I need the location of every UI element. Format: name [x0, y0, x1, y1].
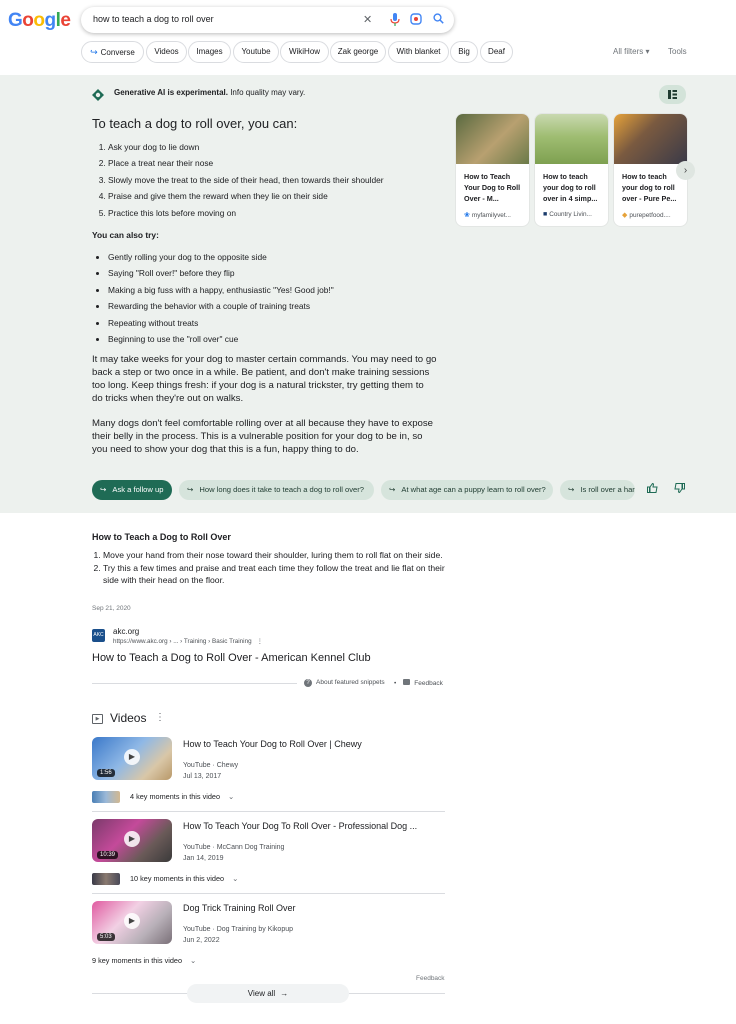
- card-image: [614, 114, 687, 164]
- logo-letter: G: [8, 10, 23, 31]
- ai-disclaimer: [114, 88, 305, 97]
- ai-paragraph: It may take weeks for your dog to master certain commands. You may need to go back a step or two once in a while. Be patient, and don't make training sessions too long. Keep things fresh: if your dog is a natural trickster, try getting them to do tricks when they're out on walks.: [92, 354, 437, 405]
- chip-label: Images: [196, 47, 223, 56]
- follow-up-label: At what age can a puppy learn to roll over?: [401, 485, 546, 494]
- play-box-icon: ▶: [92, 714, 103, 724]
- view-all-label: View all: [247, 989, 276, 998]
- chip-label: Zak george: [337, 47, 379, 56]
- ai-disclaimer-rest: Info quality may vary.: [227, 88, 306, 97]
- chevron-down-icon: ⌄: [232, 874, 239, 883]
- list-item: • Rewarding the behavior with a couple of training treats: [108, 298, 448, 314]
- list-item: • Saying "Roll over!" before they flip: [108, 265, 448, 281]
- list-item: 3. Slowly move the treat to the side of their head, then towards their shoulder: [108, 172, 448, 188]
- divider: [92, 683, 297, 684]
- list-item: • Gently rolling your dog to the opposite side: [108, 249, 448, 265]
- chip-label: With blanket: [396, 47, 441, 56]
- chip-label: Converse: [100, 48, 135, 57]
- akc-favicon: AKC: [92, 629, 105, 642]
- logo-letter: g: [44, 10, 56, 31]
- ai-overview-title: To teach a dog to roll over, you can:: [92, 116, 298, 131]
- video-date: Jul 13, 2017: [183, 773, 222, 780]
- google-logo[interactable]: [8, 10, 70, 32]
- more-options-icon[interactable]: ⋮: [256, 638, 263, 645]
- video-source: YouTube · Dog Training by Kikopup: [183, 926, 293, 933]
- thumbs-down-icon[interactable]: [674, 483, 685, 496]
- tools-button[interactable]: Tools: [668, 47, 687, 56]
- chip-label: Big: [458, 47, 470, 56]
- feedback-link[interactable]: [394, 679, 443, 687]
- video-source: YouTube · Chewy: [183, 762, 239, 769]
- play-icon: ▶: [124, 913, 140, 929]
- purepet-icon: ◆: [622, 212, 628, 219]
- converse-arrow-icon: ↪: [90, 47, 98, 57]
- more-options-icon[interactable]: ⋮: [155, 712, 165, 723]
- list-item: 5. Practice this lots before moving on: [108, 205, 448, 221]
- arrow-icon: ↪: [389, 485, 396, 494]
- divider: [92, 893, 445, 894]
- list-item: • Beginning to use the "roll over" cue: [108, 331, 448, 347]
- video-title[interactable]: How To Teach Your Dog To Roll Over - Professional Dog ...: [183, 821, 418, 831]
- source-url[interactable]: [113, 638, 263, 645]
- key-moment-thumb: [92, 791, 120, 803]
- chip-converse[interactable]: [81, 41, 144, 63]
- follow-up-chip[interactable]: [560, 480, 635, 500]
- chip-videos[interactable]: [146, 41, 187, 63]
- arrow-icon: ↪: [187, 485, 194, 494]
- ai-disclaimer-bold: Generative AI is experimental.: [114, 88, 228, 97]
- divider: [92, 811, 445, 812]
- key-moments-toggle[interactable]: [130, 792, 234, 801]
- chevron-down-icon: ⌄: [190, 956, 197, 965]
- chip-deaf[interactable]: [480, 41, 513, 63]
- also-try-heading: You can also try:: [92, 230, 159, 240]
- gemini-sparkle-icon: [92, 88, 104, 100]
- card-image: [456, 114, 529, 164]
- chip-images[interactable]: [188, 41, 231, 63]
- arrow-right-icon: →: [280, 989, 289, 998]
- card-source: [464, 211, 526, 219]
- chevron-right-icon[interactable]: ›: [676, 161, 695, 180]
- play-icon: ▶: [124, 831, 140, 847]
- video-duration: 1:56: [97, 769, 115, 777]
- ai-steps-list: [92, 139, 448, 221]
- card-title: How to teach your dog to roll over - Pure Pe...: [622, 172, 677, 203]
- ai-paragraph: Many dogs don't feel comfortable rolling over at all because they have to expose their belly in the process. This is a vulnerable position for your dog to be in, so you need to show your dog that this is a fun, happy thing to do.: [92, 418, 434, 456]
- follow-up-chip[interactable]: [381, 480, 553, 500]
- clear-icon[interactable]: ✕: [363, 14, 373, 26]
- chip-label: Videos: [154, 47, 179, 56]
- dot-separator: •: [394, 680, 397, 687]
- follow-up-label: How long does it take to teach a dog to roll over?: [199, 485, 365, 494]
- video-thumbnail[interactable]: [92, 901, 172, 944]
- layout-icon: [668, 90, 677, 99]
- key-moment-thumb: [92, 873, 120, 885]
- chip-label: WikiHow: [288, 47, 321, 56]
- video-duration: 5:03: [97, 933, 115, 941]
- card-source-name: myfamilyvet...: [471, 212, 511, 219]
- list-item: 1. Move your hand from their nose toward their shoulder, luring them to roll flat on their side.: [103, 549, 453, 562]
- card-title: How to Teach Your Dog to Roll Over - M...: [464, 172, 521, 203]
- video-source: YouTube · McCann Dog Training: [183, 844, 285, 851]
- chip-with-blanket[interactable]: [388, 41, 449, 63]
- card-source: [543, 211, 605, 218]
- logo-letter: l: [55, 10, 61, 31]
- snippet-steps: [92, 549, 453, 587]
- key-moments-toggle[interactable]: [92, 956, 196, 965]
- chip-label: Youtube: [241, 47, 271, 56]
- source-card[interactable]: [535, 114, 608, 226]
- play-icon: ▶: [124, 749, 140, 765]
- country-living-icon: ■: [543, 211, 548, 218]
- also-try-list: [92, 249, 448, 347]
- snippet-title: How to Teach a Dog to Roll Over: [92, 532, 231, 542]
- snippet-date: Sep 21, 2020: [92, 605, 131, 612]
- logo-letter: e: [60, 10, 71, 31]
- chip-big[interactable]: [450, 41, 478, 63]
- feedback-icon: [403, 679, 410, 685]
- key-moments-label: 4 key moments in this video: [130, 792, 221, 801]
- about-label: About featured snippets: [316, 679, 385, 686]
- view-all-button[interactable]: [187, 984, 349, 1003]
- list-item: 2. Place a treat near their nose: [108, 155, 448, 171]
- voice-search-icon[interactable]: [390, 13, 400, 30]
- source-name[interactable]: akc.org: [113, 627, 140, 636]
- list-item: 2. Try this a few times and praise and treat each time they follow the treat and lie flat on their side with their head on the floor.: [103, 562, 453, 587]
- arrow-icon: ↪: [568, 485, 575, 494]
- help-icon: ?: [304, 679, 312, 687]
- list-item: • Repeating without treats: [108, 315, 448, 331]
- chip-zak-george[interactable]: [330, 41, 386, 63]
- card-source-name: purepetfood....: [629, 212, 671, 219]
- list-item: 1. Ask your dog to lie down: [108, 139, 448, 155]
- follow-up-chip[interactable]: [179, 480, 374, 500]
- chip-youtube[interactable]: [233, 41, 279, 63]
- search-input[interactable]: how to teach a dog to roll over: [93, 14, 214, 24]
- video-title[interactable]: Dog Trick Training Roll Over: [183, 903, 296, 913]
- result-title-link[interactable]: How to Teach a Dog to Roll Over - American Kennel Club: [92, 652, 371, 664]
- search-box[interactable]: [81, 7, 454, 33]
- card-source: [622, 211, 684, 219]
- paw-icon: ❀: [464, 212, 470, 219]
- video-thumbnail[interactable]: [92, 819, 172, 862]
- videos-feedback-link[interactable]: Feedback: [416, 975, 445, 982]
- card-source-name: Country Livin...: [549, 211, 592, 218]
- chevron-down-icon: ⌄: [228, 792, 235, 801]
- feedback-label: Feedback: [414, 680, 443, 687]
- key-moments-toggle[interactable]: [130, 874, 238, 883]
- card-image: [535, 114, 608, 164]
- search-icon[interactable]: [433, 13, 444, 28]
- video-duration: 10:39: [97, 851, 118, 859]
- source-card[interactable]: [456, 114, 529, 226]
- key-moments-label: 10 key moments in this video: [130, 874, 225, 883]
- all-filters-button[interactable]: All filters ▾: [613, 47, 650, 56]
- video-date: Jun 2, 2022: [183, 937, 220, 944]
- about-featured-snippets[interactable]: [304, 679, 385, 687]
- lens-icon[interactable]: [410, 13, 422, 29]
- video-thumbnail[interactable]: [92, 737, 172, 780]
- follow-up-label: Is roll over a har: [580, 485, 635, 494]
- ask-follow-up-button[interactable]: [92, 480, 172, 500]
- videos-heading: Videos: [110, 711, 147, 725]
- card-title: How to teach your dog to roll over in 4 simp...: [543, 172, 598, 203]
- logo-letter: o: [22, 10, 34, 31]
- logo-letter: o: [33, 10, 45, 31]
- list-item: 4. Praise and give them the reward when they lie on their side: [108, 188, 448, 204]
- video-title[interactable]: How to Teach Your Dog to Roll Over | Chewy: [183, 739, 362, 749]
- video-date: Jan 14, 2019: [183, 855, 224, 862]
- follow-up-label: Ask a follow up: [112, 485, 164, 494]
- source-url-text: https://www.akc.org › ... › Training › Basic Training: [113, 638, 252, 645]
- chip-wikihow[interactable]: [280, 41, 329, 63]
- arrow-icon: ↪: [100, 485, 107, 494]
- thumbs-up-icon[interactable]: [647, 483, 658, 496]
- chip-label: Deaf: [488, 47, 505, 56]
- layout-toggle-button[interactable]: [659, 85, 686, 104]
- list-item: • Making a big fuss with a happy, enthusiastic "Yes! Good job!": [108, 282, 448, 298]
- key-moments-label: 9 key moments in this video: [92, 956, 183, 965]
